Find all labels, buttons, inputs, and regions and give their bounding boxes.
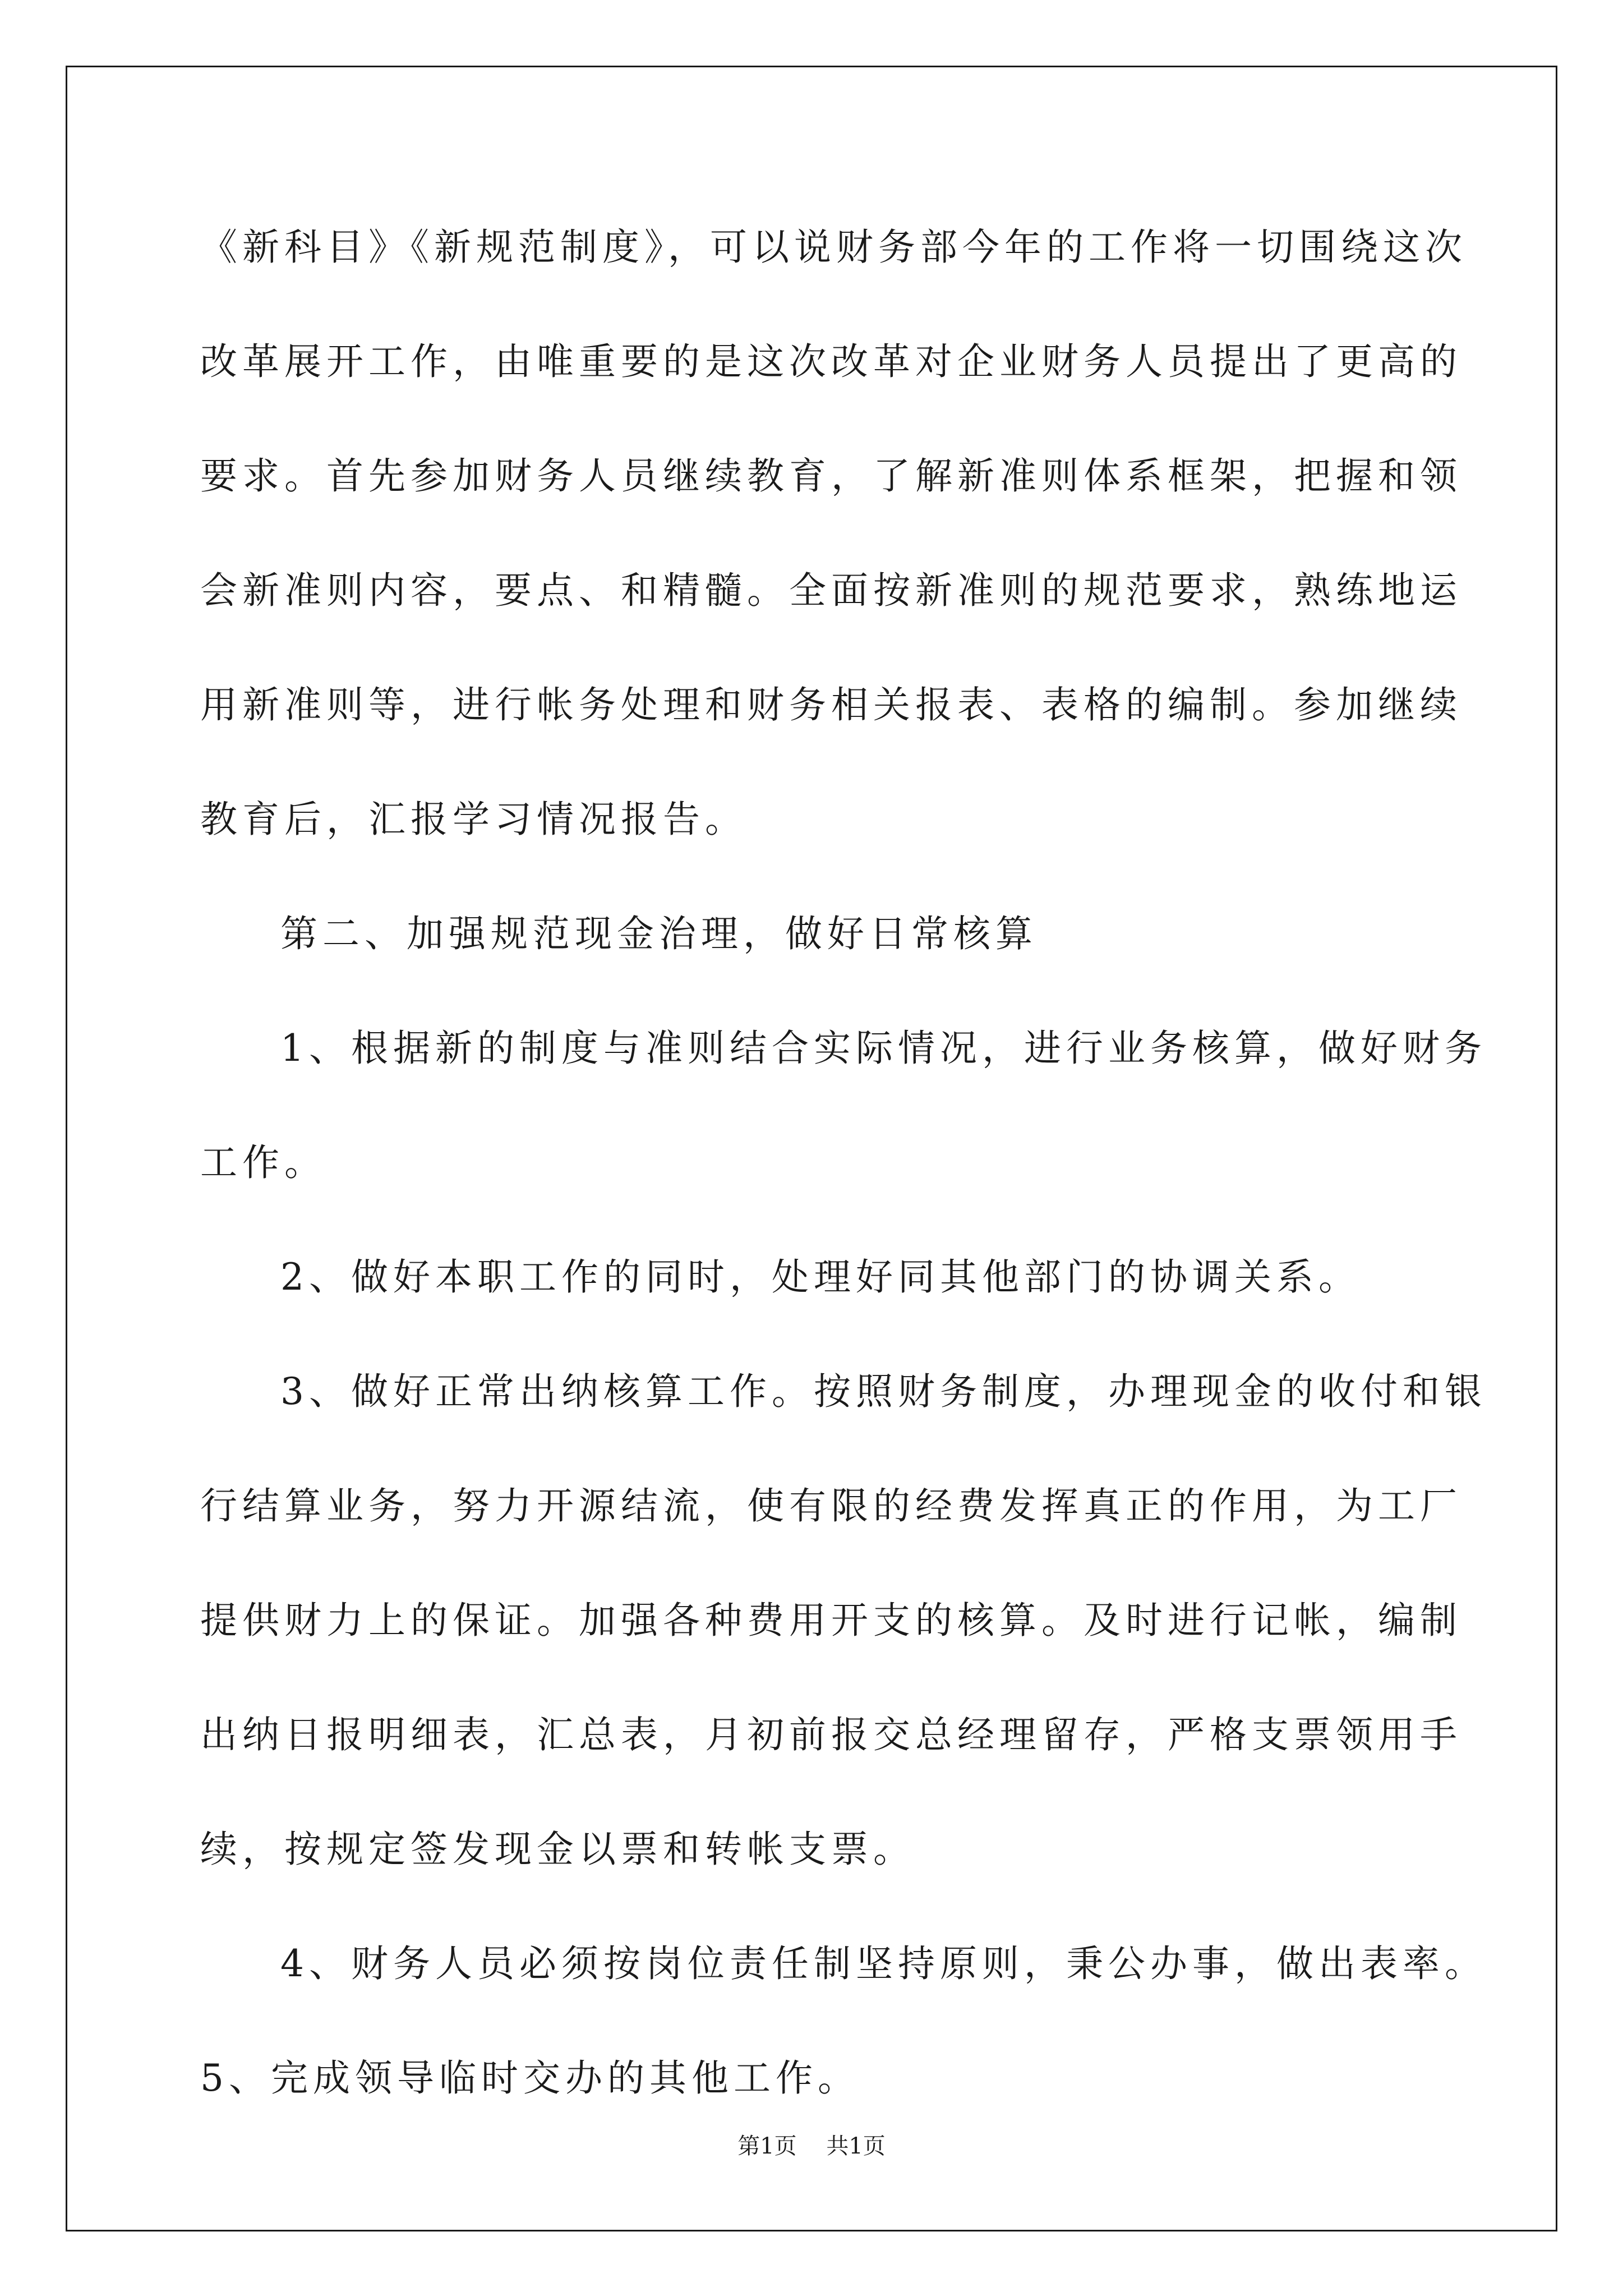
page-number: 第1页 [737,2133,797,2159]
text-line: 要求。首先参加财务人员继续教育，了解新准则体系框架，把握和领 [200,454,1462,498]
text-line: 提供财力上的保证。加强各种费用开支的核算。及时进行记帐，编制 [200,1599,1462,1642]
text-line: 出纳日报明细表，汇总表，月初前报交总经理留存，严格支票领用手 [200,1713,1462,1756]
list-item: 3、做好正常出纳核算工作。按照财务制度，办理现金的收付和银 [280,1370,1487,1413]
text-line: 教育后，汇报学习情况报告。 [200,798,747,841]
text-line: 续，按规定签发现金以票和转帐支票。 [200,1828,915,1871]
page-footer [0,2128,1623,2160]
text-line: 行结算业务，努力开源结流，使有限的经费发挥真正的作用，为工厂 [200,1484,1462,1527]
text-line: 会新准则内容，要点、和精髓。全面按新准则的规范要求，熟练地运 [200,569,1462,612]
page-total: 共1页 [826,2133,886,2159]
section-heading: 第二、加强规范现金治理，做好日常核算 [280,912,1038,955]
list-item: 2、做好本职工作的同时，处理好同其他部门的协调关系。 [280,1255,1361,1299]
list-item: 1、根据新的制度与准则结合实际情况，进行业务核算，做好财务 [280,1027,1487,1070]
text-line: 《新科目》《新规范制度》，可以说财务部今年的工作将一切围绕这次 [200,226,1467,269]
list-item: 5、完成领导临时交办的其他工作。 [200,2056,860,2100]
text-line: 用新准则等，进行帐务处理和财务相关报表、表格的编制。参加继续 [200,683,1462,726]
list-item: 4、财务人员必须按岗位责任制坚持原则，秉公办事，做出表率。 [280,1942,1487,1985]
text-line: 工作。 [200,1141,326,1184]
text-line: 改革展开工作，由唯重要的是这次改革对企业财务人员提出了更高的 [200,340,1462,383]
